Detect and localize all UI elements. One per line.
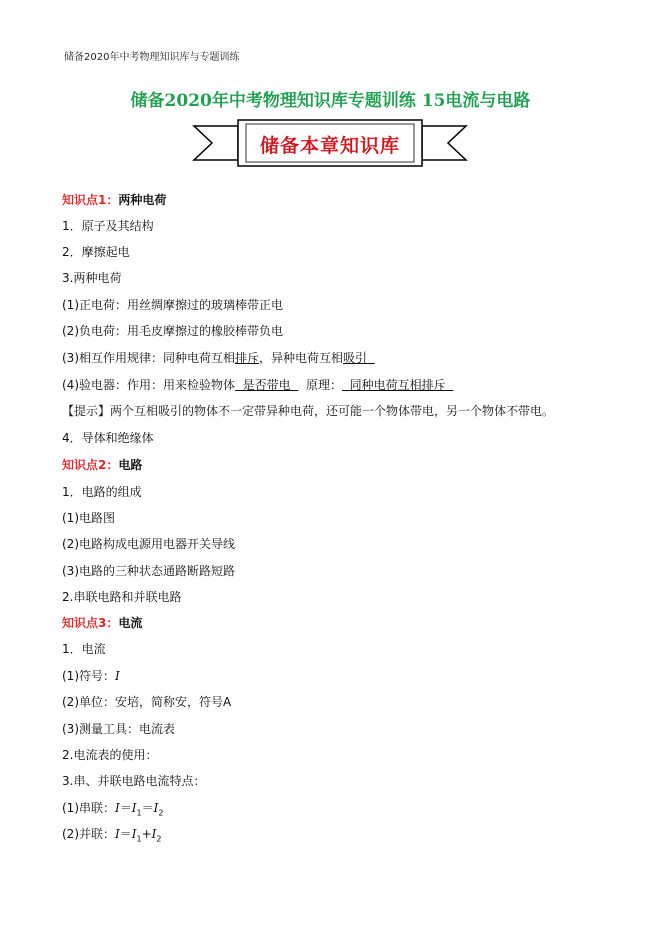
text-line (62, 350, 375, 366)
text-span: 原理： (305, 378, 342, 392)
knowledge-point-3 (62, 615, 142, 631)
tip-line: 【提示】两个互相吸引的物体不一定带异种电荷，还可能一个物体带电，另一个物体不带电。 (62, 404, 555, 418)
text-span: (3)相互作用规律：同种电荷互相 (62, 351, 235, 365)
knowledge-banner (190, 116, 470, 178)
text-line: 2.串联电路和并联电路 (62, 590, 182, 604)
text-line: (1)正电荷：用丝绸摩擦过的玻璃棒带正电 (62, 298, 283, 312)
text-span: (1)符号： (62, 669, 115, 683)
text-line: 2.电流表的使用： (62, 748, 158, 762)
formula-parallel: (2)并联：$I=I_1+I_2$ (62, 827, 162, 844)
text-line (62, 377, 453, 393)
symbol: I (115, 669, 120, 683)
fill-blank: 同种电荷互相排斥 (349, 378, 446, 392)
text-line: 4．导体和绝缘体 (62, 431, 154, 445)
text-line: (3)测量工具：电流表 (62, 722, 175, 736)
kp-label: 知识点2： (62, 458, 119, 472)
text-line: (1)电路图 (62, 511, 115, 525)
text-line: 1．原子及其结构 (62, 219, 154, 233)
kp-topic: 两种电荷 (118, 193, 167, 207)
text-line: (2)单位：安培，简称安，符号A (62, 695, 232, 709)
text-span: ，异种电荷互相 (259, 351, 344, 365)
page-title: 储备2020年中考物理知识库专题训练 15电流与电路 (130, 91, 531, 111)
text-span: (4)验电器：作用：用来检验物体 (62, 378, 235, 392)
page-header: 储备2020年中考物理知识库与专题训练 (64, 52, 240, 63)
fill-blank: 吸引 (343, 351, 368, 365)
fill-blank: 是否带电 (242, 378, 291, 392)
text-line: 2．摩擦起电 (62, 245, 130, 259)
kp-label: 知识点3： (62, 616, 119, 630)
knowledge-point-1 (62, 192, 166, 208)
kp-topic: 电路 (118, 458, 143, 472)
banner-text: 储备本章知识库 (259, 135, 400, 157)
text-line: 3.两种电荷 (62, 271, 122, 285)
kp-label: 知识点1： (62, 193, 119, 207)
text-line: (2)电路构成电源用电器开关导线 (62, 537, 235, 551)
knowledge-point-2 (62, 457, 142, 473)
fill-blank: 排斥 (235, 351, 260, 365)
text-line: 3.串、并联电路电流特点： (62, 774, 206, 788)
text-line: 1．电路的组成 (62, 485, 142, 499)
text-line: (3)电路的三种状态通路断路短路 (62, 564, 235, 578)
text-line: 1．电流 (62, 642, 106, 656)
kp-topic: 电流 (118, 616, 143, 630)
text-line: (2)负电荷：用毛皮摩擦过的橡胶棒带负电 (62, 324, 283, 338)
text-line (62, 668, 120, 684)
formula-series: (1)串联：$I=I_1=I_2$ (62, 801, 164, 818)
